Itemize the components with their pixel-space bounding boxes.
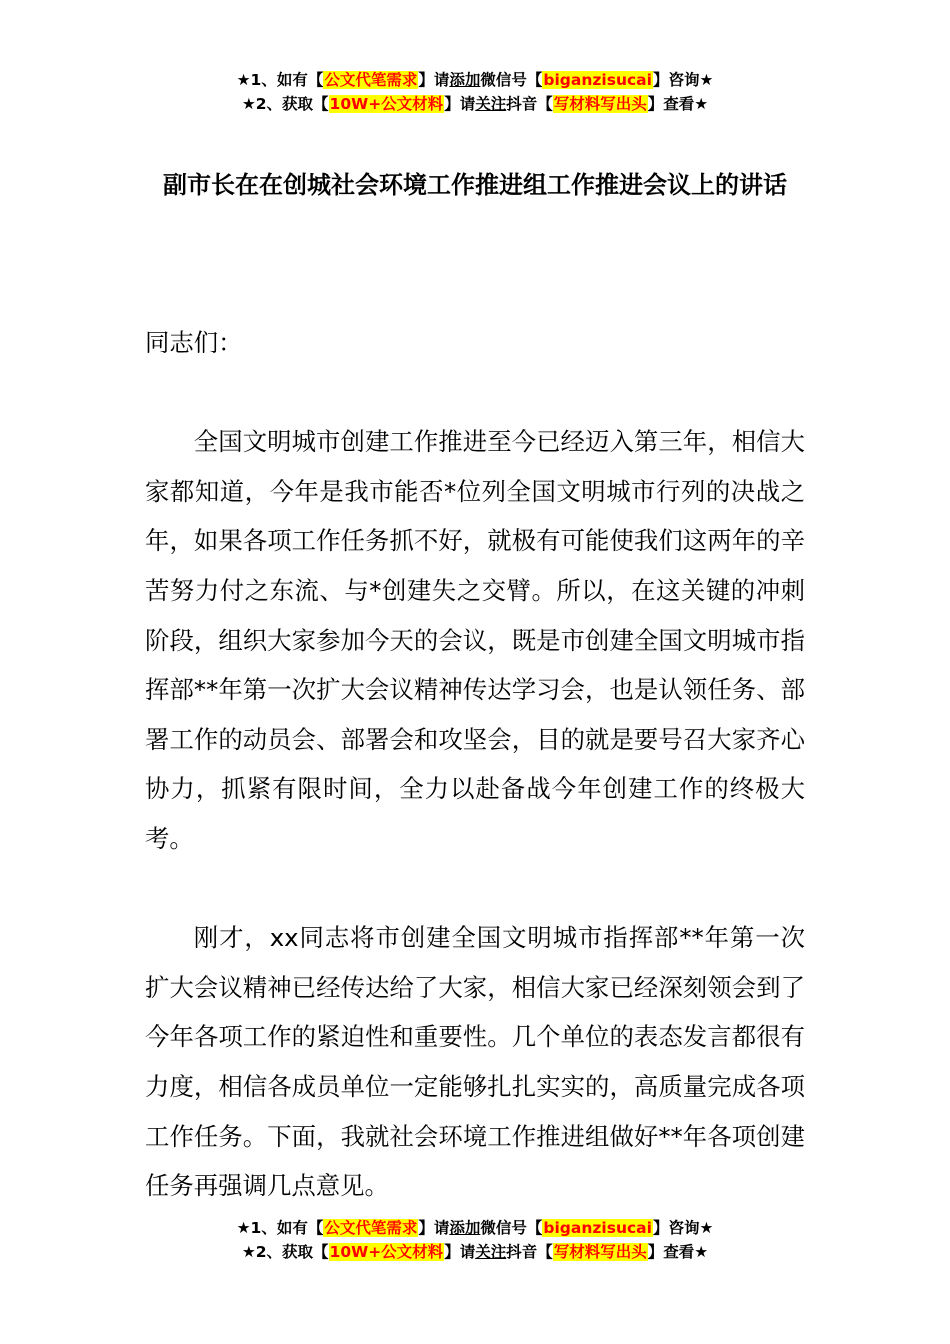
greeting: 同志们： (145, 328, 243, 357)
banner-underline: 关注 (475, 1243, 507, 1261)
banner-text: 】请 (418, 1219, 450, 1237)
banner-highlight: 写材料写出头 (553, 1243, 647, 1261)
banner-text: 】查看★ (647, 95, 709, 113)
banner-text: 抖音【 (506, 95, 553, 113)
banner-highlight: 公文代笔需求 (324, 71, 418, 89)
paragraph-1: 全国文明城市创建工作推进至今已经迈入第三年，相信大家都知道，今年是我市能否*位列全国文明城市行列的决战之年，如果各项工作任务抓不好，就极有可能使我们这两年的辛苦努力付之东流、与*创建失之交臂。所以，在这关键的冲刺阶段，组织大家参加今天的会议，既是市创建全国文明城市指挥部**年第一次扩大会议精神传达学习会，也是认领任务、部署工作的动员会、部署会和攻坚会，目的就是要号召大家齐心协力，抓紧有限时间，全力以赴备战今年创建工作的终极大考。 (145, 427, 805, 853)
banner-line-1 (0, 68, 950, 92)
banner-highlight: 10W+公文材料 (329, 1243, 444, 1261)
banner-text: 微信号【 (480, 1219, 543, 1237)
banner-underline: 关注 (475, 95, 507, 113)
banner-underline: 添加 (449, 71, 481, 89)
banner-text: 】请 (444, 95, 476, 113)
document-title: 副市长在在创城社会环境工作推进组工作推进会议上的讲话 (163, 171, 787, 199)
banner-line-2 (0, 92, 950, 116)
banner-highlight: 写材料写出头 (553, 95, 647, 113)
banner-text: 抖音【 (506, 1243, 553, 1261)
banner-text: 】请 (444, 1243, 476, 1261)
banner-text: 】查看★ (647, 1243, 709, 1261)
banner-highlight: 公文代笔需求 (324, 1219, 418, 1237)
document-body (145, 318, 805, 1211)
banner-line-1 (0, 1216, 950, 1240)
banner-underline: 添加 (449, 1219, 481, 1237)
banner-text: ★1、如有【 (236, 1219, 324, 1237)
banner-text: 微信号【 (480, 71, 543, 89)
banner-text: 】咨询★ (652, 71, 714, 89)
banner-highlight: 10W+公文材料 (329, 95, 444, 113)
banner-text: ★2、获取【 (241, 1243, 329, 1261)
paragraph-2: 刚才，xx同志将市创建全国文明城市指挥部**年第一次扩大会议精神已经传达给了大家，相信大家已经深刻领会到了今年各项工作的紧迫性和重要性。几个单位的表态发言都很有力度，相信各成员单位一定能够扎扎实实的，高质量完成各项工作任务。下面，我就社会环境工作推进组做好**年各项创建任务再强调几点意见。 (145, 923, 805, 1201)
banner-highlight: biganzisucai (543, 1219, 652, 1237)
header-banner (0, 68, 950, 116)
banner-text: 】请 (418, 71, 450, 89)
footer-banner (0, 1216, 950, 1264)
banner-text: ★2、获取【 (241, 95, 329, 113)
banner-text: ★1、如有【 (236, 71, 324, 89)
banner-highlight: biganzisucai (543, 71, 652, 89)
banner-text: 】咨询★ (652, 1219, 714, 1237)
banner-line-2 (0, 1240, 950, 1264)
